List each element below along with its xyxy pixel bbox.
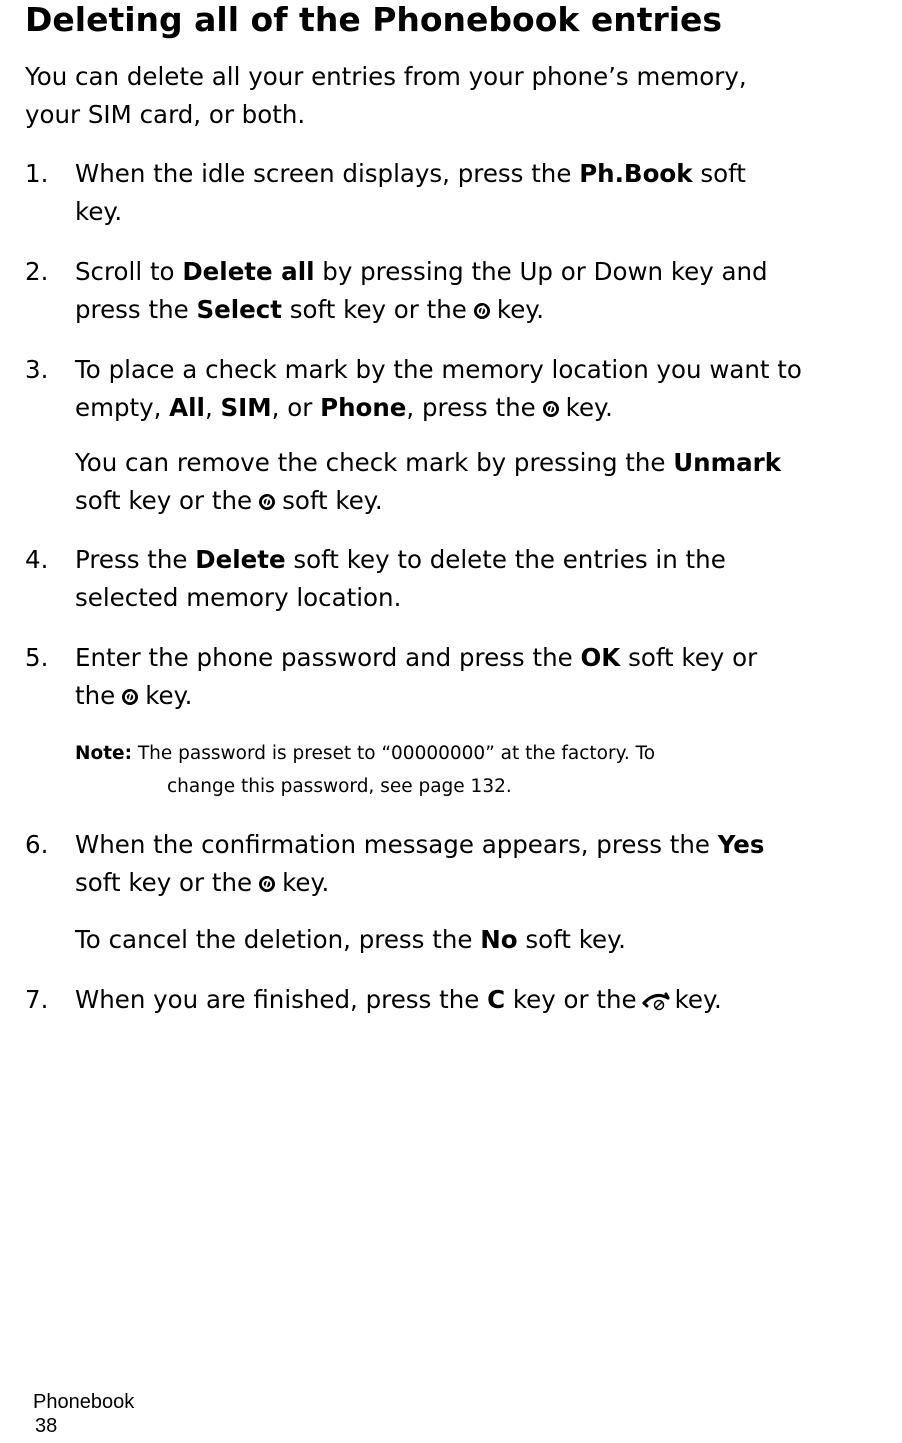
step-text: key.	[674, 985, 722, 1014]
step-text: key.	[75, 197, 123, 226]
step-7	[25, 981, 722, 1019]
step-3-detail	[75, 444, 781, 520]
step-text: key.	[145, 681, 193, 710]
separator-text: ,	[204, 393, 221, 422]
step-text: , press the	[406, 393, 536, 422]
step-text: When the confirmation message appears, press the	[75, 830, 718, 859]
step-text: soft key.	[282, 486, 383, 515]
step-text: To place a check mark by the memory location you want to	[75, 355, 802, 384]
step-text: the	[75, 681, 116, 710]
ok-key-icon	[119, 685, 141, 707]
step-text: When the idle screen displays, press the	[75, 159, 580, 188]
step-text: soft key.	[517, 925, 626, 954]
step-number: 1.	[25, 159, 49, 188]
step-text: press the	[75, 295, 197, 324]
step-text: by pressing the Up or Down key and	[314, 257, 768, 286]
step-text: Press the	[75, 545, 196, 574]
ok-key-icon	[256, 872, 278, 894]
page-footer	[33, 1390, 134, 1438]
step-number: 6.	[25, 830, 49, 859]
note-label: Note:	[75, 743, 132, 764]
softkey-label-ok: OK	[580, 643, 621, 672]
step-number: 3.	[25, 355, 49, 384]
step-number: 2.	[25, 257, 49, 286]
ok-key-icon	[256, 490, 278, 512]
footer-page-number: 38	[35, 1415, 58, 1437]
end-call-key-icon	[641, 989, 671, 1011]
step-text: Scroll to	[75, 257, 183, 286]
step-5	[25, 639, 757, 715]
option-label-phone: Phone	[320, 393, 407, 422]
softkey-label-no: No	[480, 925, 518, 954]
step-3	[25, 351, 802, 427]
ok-key-icon	[471, 299, 493, 321]
step-text: key.	[565, 393, 613, 422]
step-text: soft	[692, 159, 746, 188]
step-number: 7.	[25, 985, 49, 1014]
page-title: Deleting all of the Phonebook entries	[25, 0, 723, 39]
step-text: When you are finished, press the	[75, 985, 488, 1014]
step-text: Enter the phone password and press the	[75, 643, 581, 672]
step-text: soft key or the	[282, 295, 467, 324]
softkey-label-select: Select	[196, 295, 282, 324]
step-text: empty,	[75, 393, 170, 422]
note-text: change this password, see page 132.	[167, 776, 512, 797]
footer-section-name: Phonebook	[33, 1391, 135, 1413]
step-text: soft key or the	[75, 486, 253, 515]
softkey-label-phbook: Ph.Book	[579, 159, 693, 188]
note-text: The password is preset to “00000000” at the factory. To	[131, 743, 656, 764]
step-6-detail	[75, 921, 626, 959]
step-6	[25, 826, 764, 902]
softkey-label-yes: Yes	[717, 830, 765, 859]
step-text: To cancel the deletion, press the	[75, 925, 481, 954]
step-2	[25, 253, 768, 329]
step-text: key.	[496, 295, 545, 324]
step-4	[25, 541, 726, 617]
separator-text: , or	[271, 393, 321, 422]
step-text: soft key or the	[75, 868, 253, 897]
intro-line-2: your SIM card, or both.	[25, 100, 306, 129]
step-number: 5.	[25, 643, 49, 672]
option-label-all: All	[169, 393, 205, 422]
step-text: key.	[282, 868, 330, 897]
step-number: 4.	[25, 545, 49, 574]
step-text: You can remove the check mark by pressing the	[75, 448, 674, 477]
key-label-c: C	[487, 985, 506, 1014]
intro-line-1: You can delete all your entries from your phone’s memory,	[25, 62, 747, 91]
softkey-label-unmark: Unmark	[673, 448, 782, 477]
step-text: soft key to delete the entries in the	[285, 545, 726, 574]
option-label-sim: SIM	[220, 393, 272, 422]
step-text: soft key or	[620, 643, 758, 672]
step-text: key or the	[505, 985, 637, 1014]
step-1	[25, 155, 746, 231]
intro-paragraph	[25, 58, 747, 134]
ok-key-icon	[540, 397, 562, 419]
step-text: selected memory location.	[75, 583, 402, 612]
note-box	[75, 737, 655, 803]
menu-label-delete-all: Delete all	[182, 257, 315, 286]
softkey-label-delete: Delete	[195, 545, 286, 574]
